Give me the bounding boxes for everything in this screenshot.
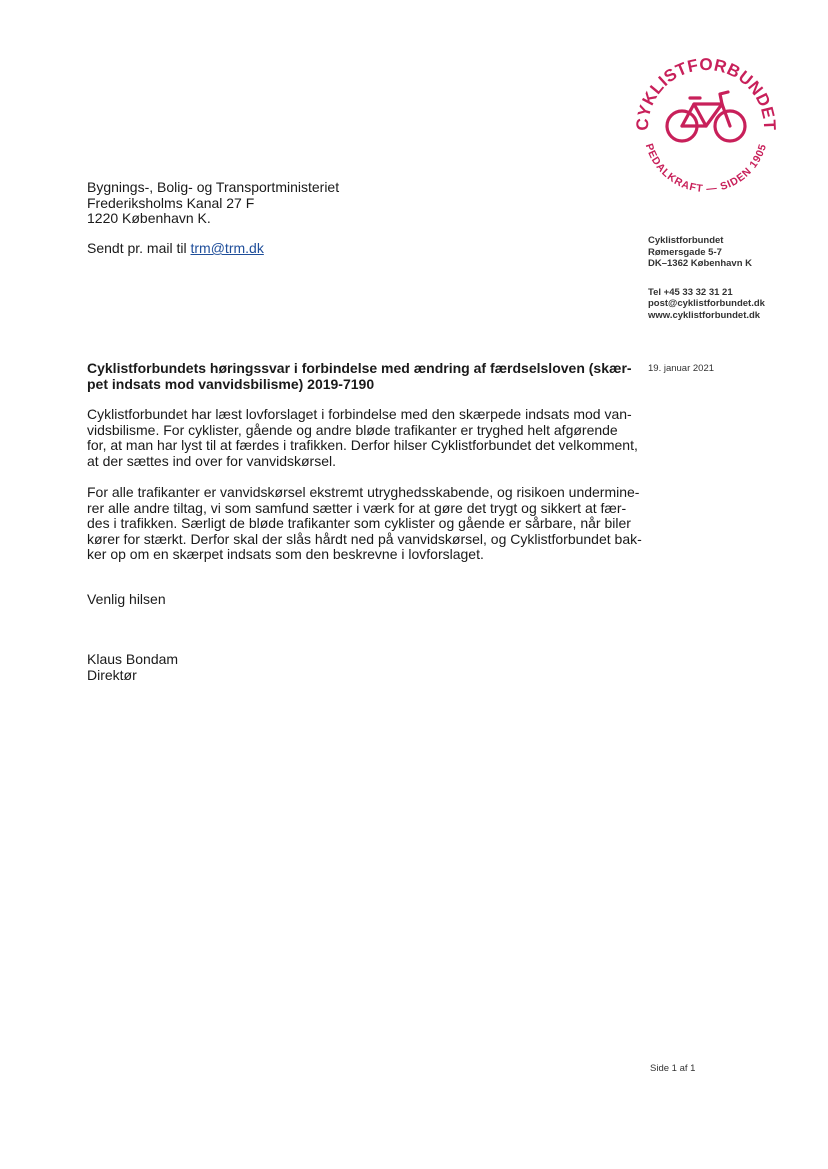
page-number: Side 1 af 1 <box>650 1063 696 1074</box>
subject-line: pet indsats mod vanvidsbilisme) 2019-7190 <box>87 375 375 392</box>
paragraph-line: des i trafikken. Særligt de bløde trafikanter som cyklister og gående er sårbare, når biler <box>87 515 631 531</box>
sender-website: www.cyklistforbundet.dk <box>648 309 761 321</box>
sender-name: Cyklistforbundet <box>648 235 724 246</box>
sender-phone: Tel +45 33 32 31 21 <box>648 286 733 298</box>
paragraph-line: at der sættes ind over for vanvidskørsel. <box>87 452 336 469</box>
body-paragraph-1 <box>87 406 638 469</box>
recipient-street: Frederiksholms Kanal 27 F <box>87 194 255 211</box>
paragraph-line: ker op om en skærpet indsats som den beskrevne i lovforslaget. <box>87 546 484 562</box>
logo-tagline: PEDALKRAFT — SIDEN 1905 <box>642 142 770 196</box>
closing-greeting: Venlig hilsen <box>87 591 166 607</box>
svg-text:PEDALKRAFT — SIDEN 1905 <box>643 142 769 195</box>
sent-by-mail-line <box>87 241 264 257</box>
paragraph-line: kører for stærkt. Derfor skal der slås hårdt ned på vanvidskørsel, og Cyklistforbundet bak- <box>87 530 642 547</box>
paragraph-line: vidsbilisme. For cyklister, gående og andre bløde trafikanter er tryghed helt afgørende <box>87 421 618 438</box>
svg-text:CYKLISTFORBUNDET <box>633 55 779 131</box>
recipient-city: 1220 København K. <box>87 210 211 226</box>
paragraph-line: Cyklistforbundet har læst lovforslaget i forbindelse med den skærpede indsats mod van- <box>87 406 632 422</box>
letter-subject <box>87 360 632 392</box>
logo-name: CYKLISTFORBUNDET <box>632 54 780 132</box>
sender-block <box>648 235 765 321</box>
signer-title: Direktør <box>87 666 137 683</box>
bicycle-icon <box>667 92 745 141</box>
sender-email: post@cyklistforbundet.dk <box>648 298 765 309</box>
signer-name: Klaus Bondam <box>87 651 179 667</box>
cyklistforbundet-logo <box>630 48 782 200</box>
sent-prefix: Sendt pr. mail til <box>87 240 191 256</box>
body-paragraph-2 <box>87 484 642 563</box>
sender-city: DK–1362 København K <box>648 258 753 269</box>
sender-street: Rømersgade 5-7 <box>648 246 722 258</box>
signer-block <box>87 652 178 683</box>
recipient-email-link[interactable]: trm@trm.dk <box>190 240 264 256</box>
paragraph-line: For alle trafikanter er vanvidskørsel ekstremt utryghedsskabende, og risikoen undermine- <box>87 484 640 500</box>
recipient-name: Bygnings-, Bolig- og Transportministeriet <box>87 179 340 195</box>
subject-line: Cyklistforbundets høringssvar i forbindelse med ændring af færdselsloven (skær- <box>87 360 632 376</box>
paragraph-line: rer alle andre tiltag, vi som samfund sætter i værk for at gøre det trygt og sikkert at fær- <box>87 499 627 516</box>
paragraph-line: for, at man har lyst til at færdes i trafikken. Derfor hilser Cyklistforbundet det velkomment, <box>87 437 638 453</box>
recipient-address <box>87 180 339 227</box>
letter-date: 19. januar 2021 <box>648 363 715 374</box>
